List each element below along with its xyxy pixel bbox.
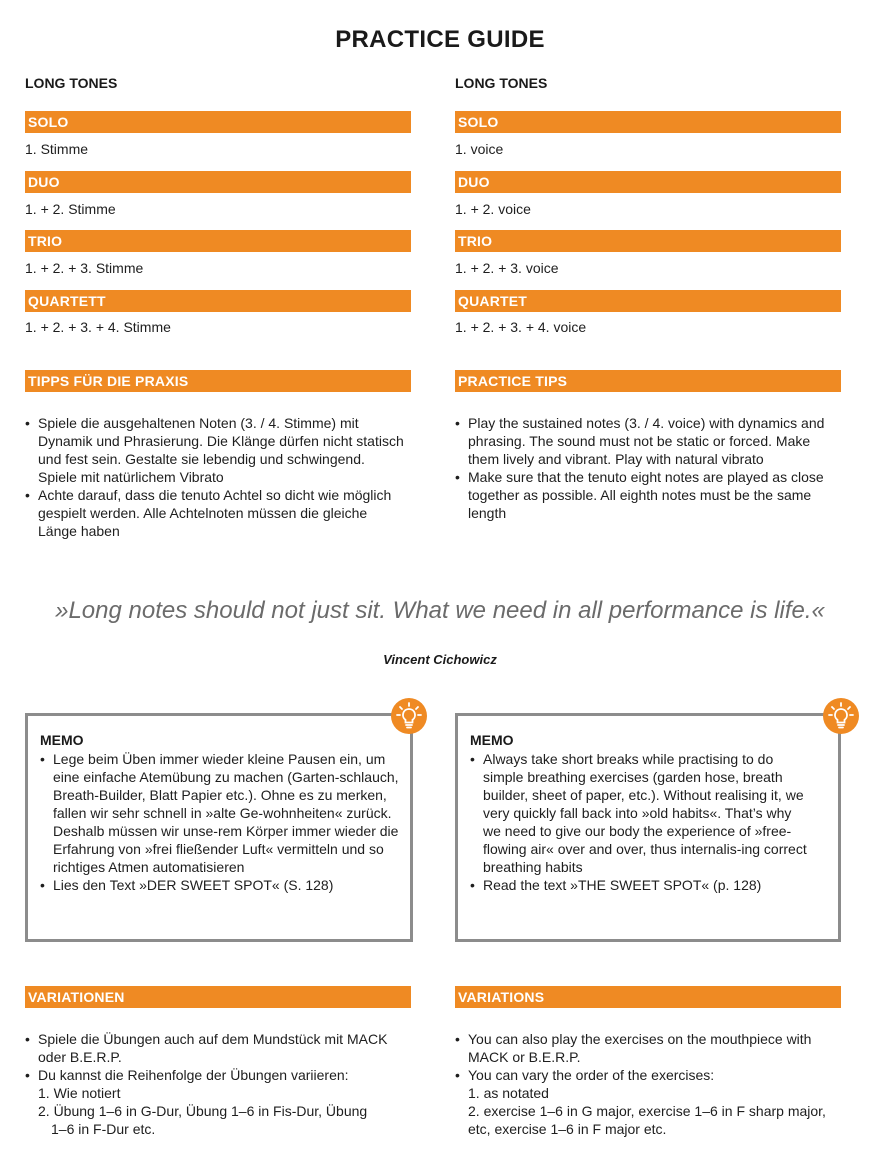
tips-bar: PRACTICE TIPS [455, 370, 841, 392]
section-bar-duo: DUO [25, 171, 411, 193]
list-item: • Lies den Text »DER SWEET SPOT« (S. 128) [40, 876, 400, 894]
section-text-solo: 1. Stimme [25, 141, 89, 157]
list-item: • Achte darauf, dass die tenuto Achtel so dicht wie möglich gespielt werden. Alle Achtelnoten müssen die gleiche Länge haben [25, 486, 405, 540]
list-item [455, 1066, 845, 1138]
tips-list [25, 414, 405, 540]
list-item-text: • Du kannst die Reihenfolge der Übungen variieren: [38, 1067, 349, 1083]
memo-list [40, 750, 400, 894]
section-text-solo: 1. voice [455, 141, 504, 157]
section-text-quartet: 1. + 2. + 3. + 4. Stimme [25, 319, 171, 335]
lightbulb-icon [391, 698, 427, 734]
section-text-duo: 1. + 2. voice [455, 201, 531, 217]
variations-bar: VARIATIONS [455, 986, 841, 1008]
section-bar-trio: TRIO [25, 230, 411, 252]
section-heading: LONG TONES [455, 75, 548, 91]
list-item: • Spiele die Übungen auch auf dem Mundstück mit MACK oder B.E.R.P. [25, 1030, 415, 1066]
section-text-quartet: 1. + 2. + 3. + 4. voice [455, 319, 587, 335]
section-text-trio: 1. + 2. + 3. voice [455, 260, 559, 276]
variations-bar: VARIATIONEN [25, 986, 411, 1008]
section-text-duo: 1. + 2. Stimme [25, 201, 116, 217]
left-column [25, 0, 411, 1169]
section-bar-quartet: QUARTETT [25, 290, 411, 312]
sub-item: 1. Wie notiert [38, 1085, 121, 1101]
list-item-text: • You can vary the order of the exercises: [468, 1067, 715, 1083]
section-bar-trio: TRIO [455, 230, 841, 252]
memo-title: MEMO [470, 732, 514, 748]
section-bar-duo: DUO [455, 171, 841, 193]
section-heading: LONG TONES [25, 75, 118, 91]
list-item: • Read the text »THE SWEET SPOT« (p. 128) [470, 876, 810, 894]
section-text-trio: 1. + 2. + 3. Stimme [25, 260, 144, 276]
memo-box-left [25, 713, 413, 942]
page-title: PRACTICE GUIDE [335, 26, 545, 53]
sub-item: 1. as notated [468, 1085, 549, 1101]
list-item: • You can also play the exercises on the mouthpiece with MACK or B.E.R.P. [455, 1030, 845, 1066]
list-item: • Play the sustained notes (3. / 4. voice) with dynamics and phrasing. The sound must not be static or forced. Make them lively and vibrant. Play with natural vibrato [455, 414, 840, 468]
tips-list [455, 414, 840, 522]
section-bar-solo: SOLO [25, 111, 411, 133]
memo-box-right [455, 713, 841, 942]
lightbulb-icon [823, 698, 859, 734]
section-bar-solo: SOLO [455, 111, 841, 133]
memo-title: MEMO [40, 732, 84, 748]
tips-bar: TIPPS FÜR DIE PRAXIS [25, 370, 411, 392]
sub-item: 2. exercise 1–6 in G major, exercise 1–6 in F sharp major, etc, exercise 1–6 in F major etc. [468, 1103, 826, 1137]
variations-list [455, 1030, 845, 1138]
list-item: • Lege beim Üben immer wieder kleine Pausen ein, um eine einfache Atemübung zu machen (Garten-schlauch, Breath-Builder, Blatt Papier etc.). Ohne es zu merken, fallen wir sehr schnell in »alte Ge-wohnheiten« zurück. Deshalb müssen wir unse-rem Körper immer wieder die Erfahrung von »frei fließender Luft« vermitteln und so richtiges Atmen automatisieren [40, 750, 400, 876]
quote-author: Vincent Cichowicz [383, 652, 497, 667]
sub-item: 2. Übung 1–6 in G-Dur, Übung 1–6 in Fis-Dur, Übung 1–6 in F-Dur etc. [38, 1103, 368, 1137]
list-item: • Spiele die ausgehaltenen Noten (3. / 4. Stimme) mit Dynamik und Phrasierung. Die Klänge dürfen nicht statisch und fest sein. Gestalte sie lebendig und schwingend. Spiele mit natürlichem Vibrato [25, 414, 405, 486]
quote: »Long notes should not just sit. What we need in all performance is life.« [55, 597, 825, 624]
memo-list [470, 750, 810, 894]
list-item: • Always take short breaks while practising to do simple breathing exercises (garden hose, breath builder, sheet of paper, etc.). Without realising it, we very quickly fall back into »old habits«. That’s why we need to give our body the experience of »free-flowing air« over and over, thus internalis-ing correct breathing habits [470, 750, 810, 876]
variations-list [25, 1030, 415, 1138]
section-bar-quartet: QUARTET [455, 290, 841, 312]
right-column [455, 0, 841, 1169]
list-item: • Make sure that the tenuto eight notes are played as close together as possible. All eighth notes must be the same length [455, 468, 840, 522]
list-item [25, 1066, 415, 1138]
